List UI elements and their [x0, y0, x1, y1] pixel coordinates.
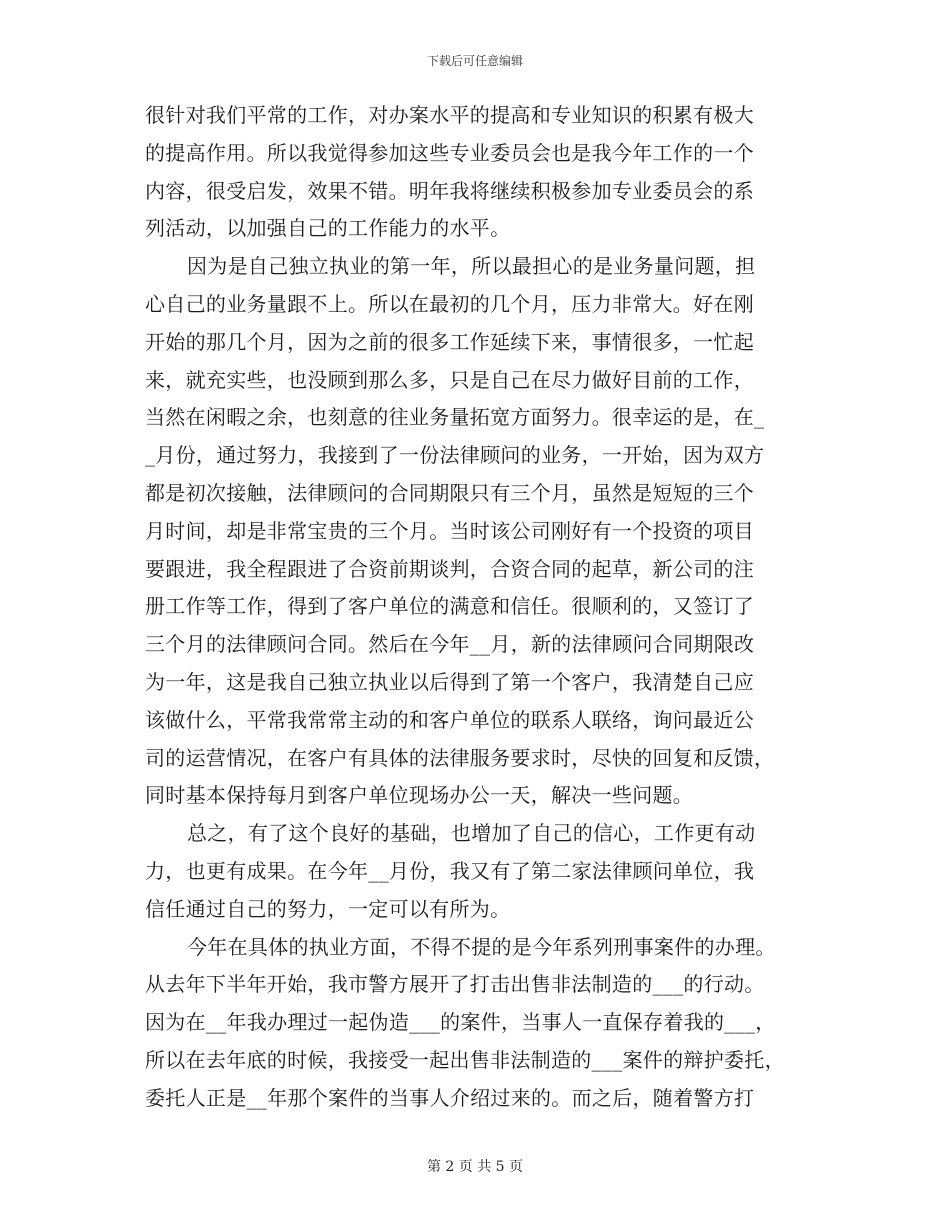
text-line: 三个月的法律顾问合同。然后在今年__月，新的法律顾问合同期限改 [145, 632, 755, 657]
text-line: 心自己的业务量跟不上。所以在最初的几个月，压力非常大。好在刚 [145, 291, 754, 316]
text-line: 来，就充实些，也没顾到那么多，只是自己在尽力做好目前的工作， [145, 367, 754, 392]
text-line: 的提高作用。所以我觉得参加这些专业委员会也是我今年工作的一个 [145, 140, 754, 165]
text-line: 册工作等工作，得到了客户单位的满意和信任。很顺利的，又签订了 [145, 594, 754, 619]
page-header-note: 下载后可任意编辑 [426, 54, 523, 68]
text-line: 司的运营情况，在客户有具体的法律服务要求时，尽快的回复和反馈， [145, 745, 775, 770]
text-line: 都是初次接触，法律顾问的合同期限只有三个月，虽然是短短的三个 [145, 480, 754, 505]
text-line: 力，也更有成果。在今年__月份，我又有了第二家法律顾问单位，我 [145, 858, 755, 883]
text-line: 因为在__年我办理过一起伪造___的案件，当事人一直保存着我的___， [145, 1010, 776, 1035]
text-line: 今年在具体的执业方面，不得不提的是今年系列刑事案件的办理。 [187, 934, 776, 959]
text-line: 委托人正是__年那个案件的当事人介绍过来的。而之后，随着警方打 [145, 1085, 755, 1110]
text-line: _月份，通过努力，我接到了一份法律顾问的业务，一开始，因为双方 [145, 443, 765, 468]
text-line: 很针对我们平常的工作，对办案水平的提高和专业知识的积累有极大 [145, 103, 754, 127]
page-number-footer: 第 2 页 共 5 页 [426, 1159, 524, 1175]
text-line: 信任通过自己的努力，一定可以有所为。 [145, 896, 511, 921]
text-line: 同时基本保持每月到客户单位现场办公一天，解决一些问题。 [145, 783, 694, 808]
text-line: 当然在闲暇之余，也刻意的往业务量拓宽方面努力。很幸运的是，在_ [145, 405, 765, 430]
text-line: 开始的那几个月，因为之前的很多工作延续下来，事情很多，一忙起 [145, 329, 754, 354]
text-line: 所以在去年底的时候，我接受一起出售非法制造的___案件的辩护委托， [145, 1047, 785, 1072]
text-line: 内容，很受启发，效果不错。明年我将继续积极参加专业委员会的系 [145, 178, 754, 203]
text-line: 要跟进，我全程跟进了合资前期谈判，合资合同的起草，新公司的注 [145, 556, 754, 581]
text-line: 从去年下半年开始，我市警方展开了打击出售非法制造的___的行动。 [145, 972, 765, 997]
text-line: 总之，有了这个良好的基础，也增加了自己的信心，工作更有动 [187, 821, 756, 846]
text-line: 月时间，却是非常宝贵的三个月。当时该公司刚好有一个投资的项目 [145, 518, 754, 543]
text-line: 为一年，这是我自己独立执业以后得到了第一个客户，我清楚自己应 [145, 669, 754, 694]
body-text [145, 97, 810, 1118]
text-line: 因为是自己独立执业的第一年，所以最担心的是业务量问题，担 [187, 254, 756, 279]
text-line: 该做什么，平常我常常主动的和客户单位的联系人联络，询问最近公 [145, 707, 754, 732]
text-line: 列活动，以加强自己的工作能力的水平。 [145, 216, 511, 241]
